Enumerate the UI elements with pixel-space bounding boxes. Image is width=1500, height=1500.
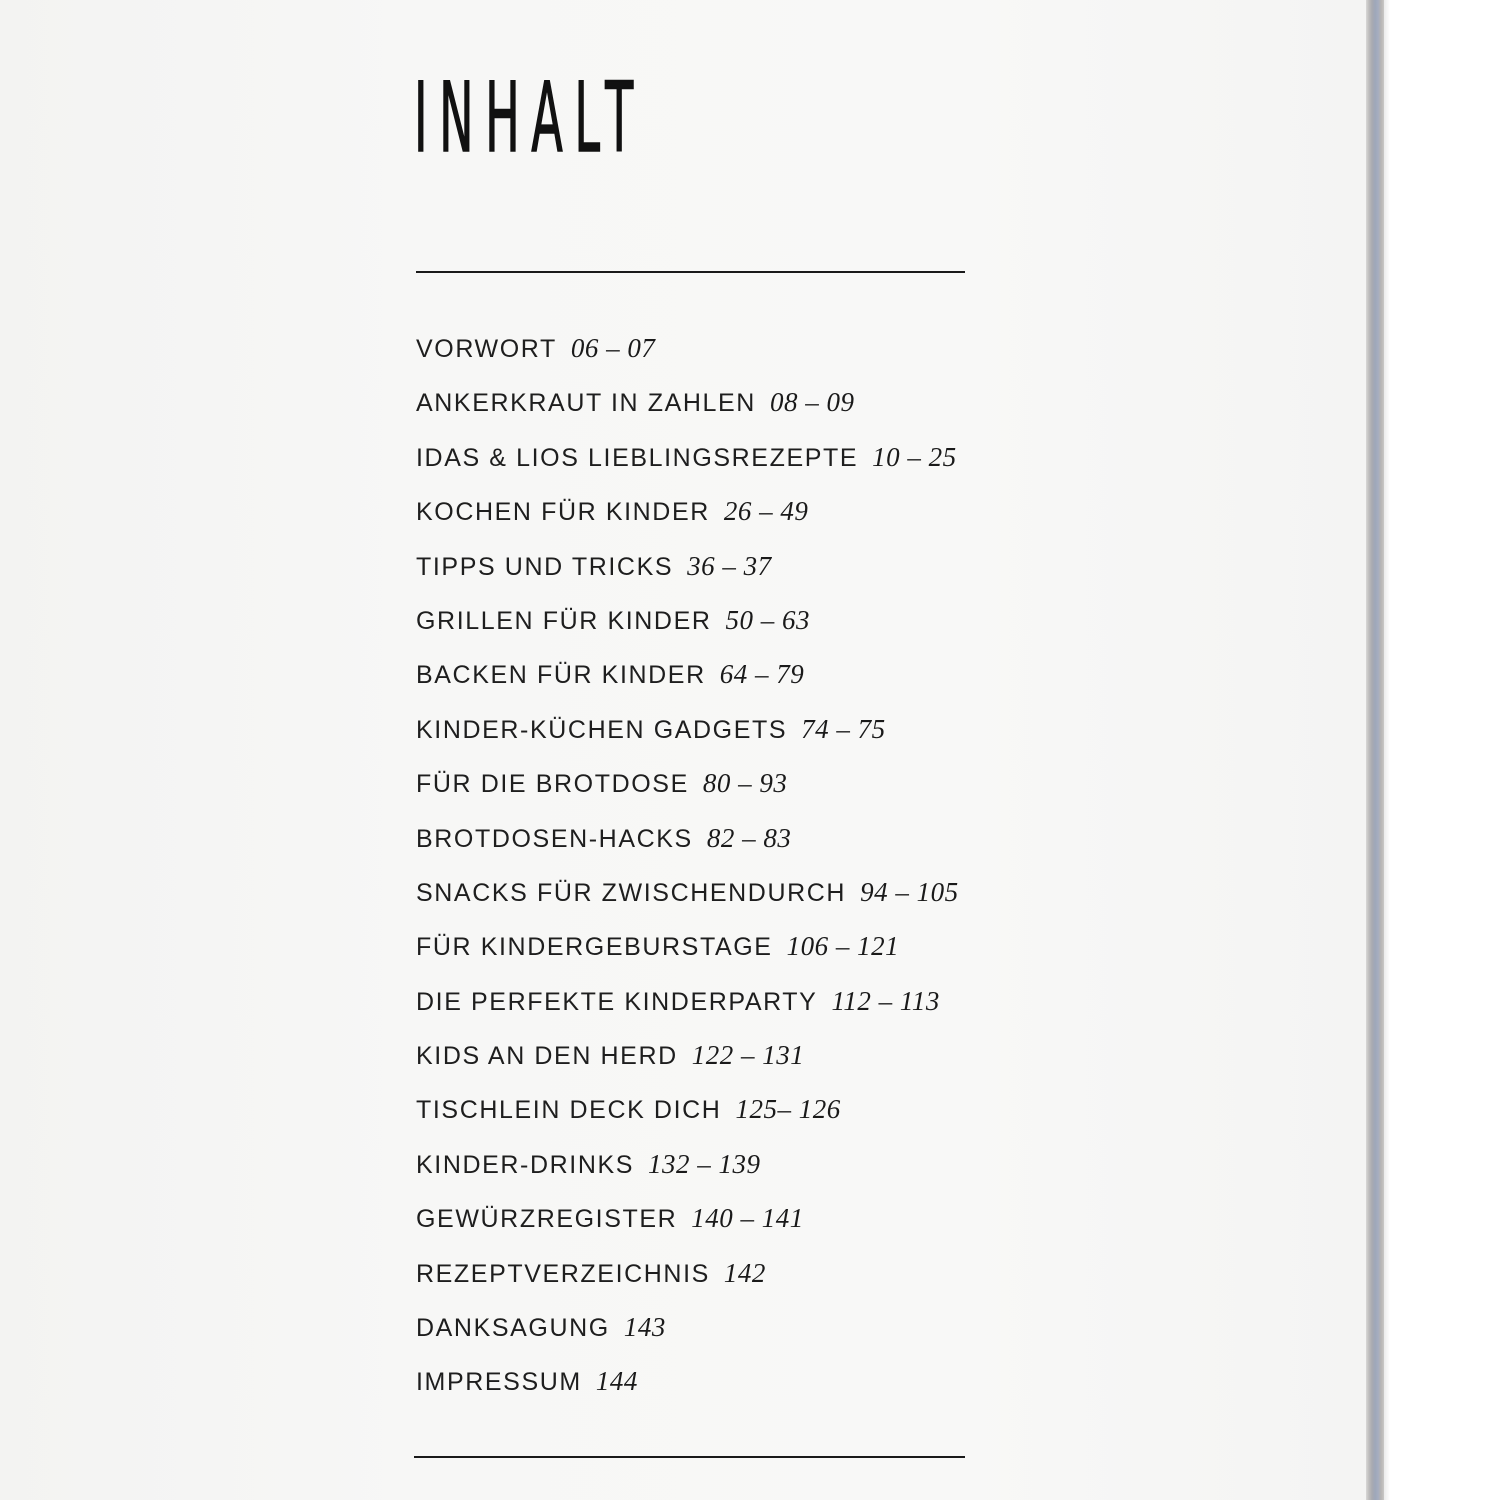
bottom-divider [414,1456,965,1458]
toc-entry [416,711,959,765]
toc-entry-pages: 10 – 25 [872,441,957,472]
toc-entry [416,384,959,438]
toc-entry [416,1091,959,1145]
toc-entry-label: GRILLEN FÜR KINDER [416,606,712,635]
toc-entry-pages: 143 [623,1312,666,1343]
toc-entry-pages: 94 – 105 [860,876,959,907]
book-cover-edge [1366,0,1384,1500]
toc-entry-label: IDAS & LIOS LIEBLINGSREZEPTE [416,443,859,472]
toc-entry-label: KIDS AN DEN HERD [416,1042,678,1071]
toc-entry-pages: 122 – 131 [691,1040,805,1071]
toc-entry-label: TIPPS UND TRICKS [416,552,674,581]
toc-entry [416,820,959,874]
toc-entry-pages: 142 [723,1257,766,1288]
toc-entry-pages: 50 – 63 [725,604,811,635]
page-title: INHALT [414,62,645,174]
toc-entry-pages: 08 – 09 [769,387,855,418]
top-divider [416,271,965,273]
toc-entry [416,602,959,656]
toc-entry-label: BACKEN FÜR KINDER [416,661,706,690]
toc-entry [416,765,959,819]
toc-entry [416,1309,959,1363]
toc-entry-pages: 144 [595,1366,638,1397]
toc-entry [416,874,959,928]
toc-entry-pages: 26 – 49 [723,496,809,527]
toc-entry-label: SNACKS FÜR ZWISCHENDURCH [416,878,847,907]
toc-entry [416,1037,959,1091]
toc-entry-label: TISCHLEIN DECK DICH [416,1096,722,1125]
toc-entry [416,330,959,384]
toc-entry-pages: 06 – 07 [570,333,656,363]
table-of-contents [416,330,959,1418]
toc-entry-label: GEWÜRZREGISTER [416,1205,678,1234]
toc-entry-pages: 125– 126 [735,1094,841,1125]
toc-entry [416,439,959,493]
toc-entry [416,548,959,602]
toc-entry-label: IMPRESSUM [416,1368,582,1397]
toc-entry-pages: 74 – 75 [801,713,886,744]
toc-entry [416,493,959,547]
toc-entry [416,1255,959,1309]
toc-entry [416,656,959,710]
toc-entry-pages: 64 – 79 [719,659,805,690]
toc-entry-label: REZEPTVERZEICHNIS [416,1259,710,1288]
toc-entry-label: ANKERKRAUT IN ZAHLEN [416,389,756,418]
toc-entry [416,1200,959,1254]
toc-entry-label: DANKSAGUNG [416,1314,610,1343]
toc-entry [416,928,959,982]
toc-entry [416,1363,959,1417]
toc-entry-label: FÜR DIE BROTDOSE [416,770,689,799]
toc-entry-label: FÜR KINDERGEBURSTAGE [416,933,773,962]
toc-entry-label: VORWORT [416,335,557,363]
toc-entry-pages: 82 – 83 [706,822,792,853]
toc-entry-pages: 106 – 121 [786,931,900,962]
toc-entry-label: KINDER-KÜCHEN GADGETS [416,715,788,744]
toc-entry-label: KINDER-DRINKS [416,1150,635,1179]
book-edge-shadow [1384,0,1390,1500]
toc-entry-pages: 36 – 37 [687,550,772,581]
toc-entry-label: DIE PERFEKTE KINDERPARTY [416,987,818,1016]
toc-entry-pages: 140 – 141 [691,1203,804,1234]
toc-entry-label: KOCHEN FÜR KINDER [416,498,710,527]
toc-entry-pages: 112 – 113 [831,985,940,1016]
toc-entry-pages: 80 – 93 [702,768,788,799]
toc-entry-pages: 132 – 139 [648,1148,761,1179]
toc-entry [416,1146,959,1200]
toc-entry [416,983,959,1037]
toc-entry-label: BROTDOSEN-HACKS [416,824,693,853]
